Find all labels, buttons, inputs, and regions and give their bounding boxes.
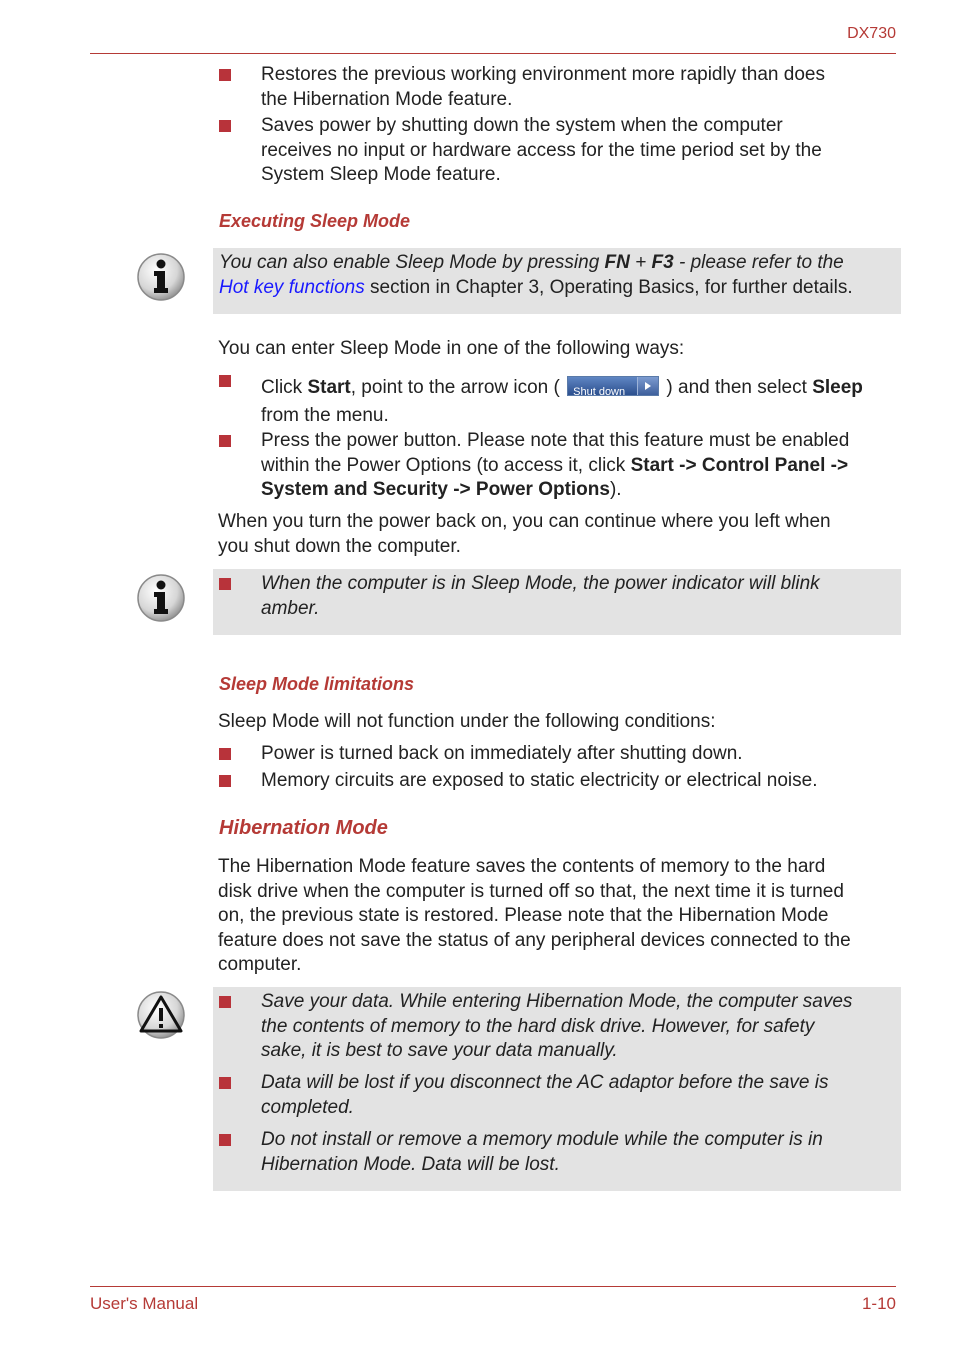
shut-down-label: Shut down [573, 386, 626, 398]
warning-item: Data will be lost if you disconnect the AC adaptor before the save is completed. [261, 1072, 829, 1118]
info-icon [136, 252, 186, 302]
section-heading-executing: Executing Sleep Mode [219, 211, 411, 231]
bullet-marker [219, 1077, 231, 1089]
arrow-right-icon[interactable] [637, 377, 658, 395]
list-item-line: the Hibernation Mode feature. [261, 88, 513, 110]
bullet-marker [219, 375, 231, 387]
bullet-marker [219, 996, 231, 1008]
list-item-line: from the menu. [261, 405, 389, 426]
paragraph: The Hibernation Mode feature saves the contents of memory to the hard disk drive when the computer is turned off so that, the next time it is turned on, the previous state is restored. Please note that the Hibernation Mode feature does not save the status of any peripheral devices connected to the computer. [218, 856, 851, 975]
bullet-marker [219, 69, 231, 81]
paragraph: When you turn the power back on, you can continue where you left when you shut down the computer. [218, 511, 831, 557]
list-item-line: Press the power button. Please note that this feature must be enabled [261, 430, 850, 451]
footer-title: User's Manual [90, 1294, 199, 1313]
paragraph: Sleep Mode will not function under the following conditions: [218, 711, 716, 732]
bullet-marker [219, 435, 231, 447]
page-number: 1-10 [861, 1294, 896, 1313]
list-item [261, 63, 825, 112]
note-text: You can also enable Sleep Mode by pressing FN + F3 - please refer to the Hot key functions section in Chapter 3, Operating Basics, for further details. [219, 252, 853, 298]
paragraph: You can enter Sleep Mode in one of the following ways: [218, 338, 685, 359]
bullet-marker [219, 120, 231, 132]
hot-key-functions-link[interactable]: Hot key functions [219, 276, 365, 298]
bullet-marker [219, 748, 231, 760]
warning-icon [136, 990, 186, 1040]
footer-rule [90, 1286, 896, 1287]
bullet-marker [219, 1134, 231, 1146]
list-item: Press the power button. Please note that this feature must be enabled within the Power Options (to access it, click Start -> Control Panel -> System and Security -> Power Options). [261, 430, 850, 500]
shut-down-button[interactable] [567, 376, 659, 396]
list-item [261, 114, 822, 188]
list-item-line: System Sleep Mode feature. [261, 164, 501, 185]
list-item-line: Saves power by shutting down the system when the computer [261, 115, 783, 136]
bullet-marker [219, 775, 231, 787]
warning-item: Do not install or remove a memory module while the computer is in Hibernation Mode. Data will be lost. [261, 1129, 823, 1175]
list-item-line: receives no input or hardware access for the time period set by the [261, 139, 822, 161]
section-heading-hibernation: Hibernation Mode [219, 817, 388, 839]
section-heading-limitations: Sleep Mode limitations [219, 674, 415, 694]
note-text: When the computer is in Sleep Mode, the power indicator will blink amber. [261, 573, 820, 619]
header-rule [90, 53, 896, 54]
bullet-marker [219, 578, 231, 590]
list-item: Click Start, point to the arrow icon ( Shut down ) and then select Sleep from the menu. [261, 373, 863, 430]
info-icon [136, 573, 186, 623]
list-item-line: Restores the previous working environment more rapidly than does [261, 64, 825, 85]
header-model: DX730 [847, 25, 896, 42]
list-item: Power is turned back on immediately after shutting down. [261, 743, 743, 764]
list-item: Memory circuits are exposed to static electricity or electrical noise. [261, 770, 818, 791]
warning-item: Save your data. While entering Hibernation Mode, the computer saves the contents of memory to the hard disk drive. However, for safety sake, it is best to save your data manually. [261, 991, 853, 1061]
